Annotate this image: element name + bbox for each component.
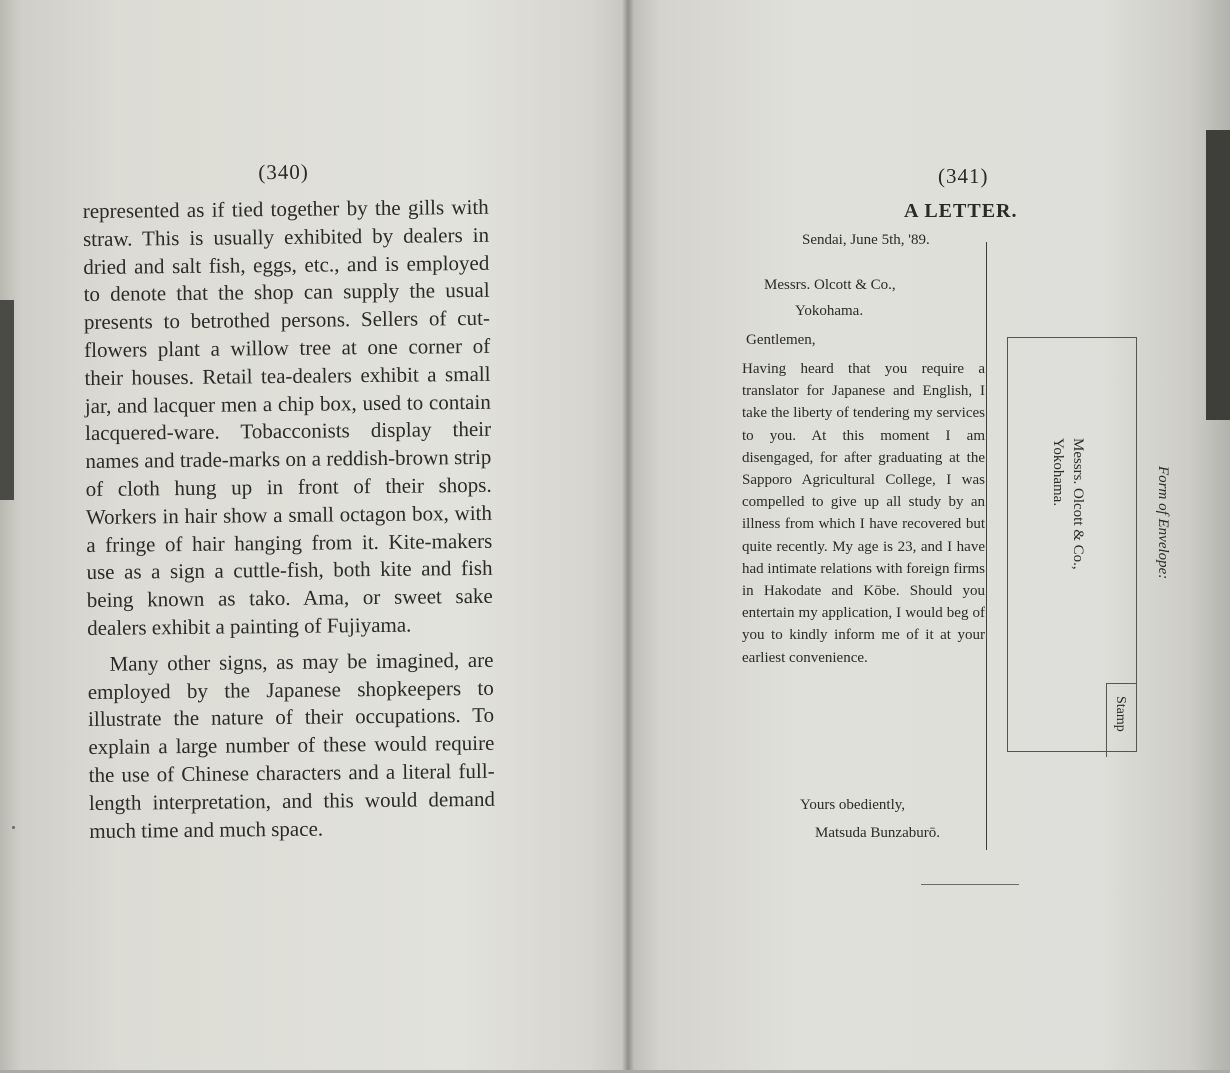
letter-body: Having heard that you require a translator for Japanese and English, I take the liberty of tendering my services to you. At this moment I am disengaged, for after graduating at the Sapporo Agricultural College, I was compelled to give up all study by an illness from which I have recovered but quite recently. My age is 23, and I have had intimate relations with foreign firms in Hakodate and Kōbe. Should you entertain my application, I would beg of you to kindly inform me of it at your earliest convenience.	[742, 361, 985, 666]
letter-addressee: Messrs. Olcott & Co.,	[764, 277, 896, 293]
letter-signature: Matsuda Bunzaburō.	[815, 825, 940, 841]
vertical-rule	[986, 242, 987, 850]
end-rule	[921, 884, 1019, 885]
page-number-left: (340)	[258, 159, 309, 185]
letter-addressee-city: Yokohama.	[795, 303, 864, 319]
letter-heading: A LETTER.	[904, 200, 1018, 222]
envelope-caption: Form of Envelope:	[1155, 466, 1171, 580]
stamp-label: Stamp	[1113, 696, 1128, 732]
left-page-text	[83, 194, 496, 846]
right-page	[634, 0, 1206, 1070]
letter-date: Sendai, June 5th, '89.	[802, 232, 930, 248]
letter-salutation: Gentlemen,	[746, 332, 816, 348]
book-clip-right	[1206, 130, 1230, 420]
paragraph: represented as if tied together by the gills with straw. This is usually exhibited by dealers in dried and salt fish, eggs, etc., and is employed to denote that the shop can supply the usual presents to betrothed persons. Sellers of cut-flowers plant a willow tree at one corner of their houses. Retail tea-dealers exhibit a small jar, and lacquer men a chip box, used to contain lacquered-ware. Tobacconists display their names and trade-marks on a reddish-brown strip of cloth hung up in front of their shops. Workers in hair show a small octagon box, with a fringe of hair hanging from it. Kite-makers use as a sign a cuttle-fish, both kite and fish being known as tako. Ama, or sweet sake dealers exhibit a painting of Fujiyama.	[82, 194, 493, 640]
paragraph: Many other signs, as may be imagined, are employed by the Japanese shopkeepers to illustrate the nature of their occupations. To explain a large number of these would require the use of Chinese characters and a literal full-length interpretation, and this would demand much time and much space.	[87, 647, 496, 843]
stamp-box	[1106, 683, 1136, 757]
envelope-address	[1048, 438, 1088, 570]
envelope-form	[1007, 337, 1137, 752]
page-number-right: (341)	[938, 164, 989, 188]
envelope-address-line1: Messrs. Olcott & Co.,	[1070, 438, 1086, 570]
letter-closing: Yours obediently,	[800, 797, 906, 813]
envelope-address-line2: Yokohama.	[1050, 438, 1066, 507]
